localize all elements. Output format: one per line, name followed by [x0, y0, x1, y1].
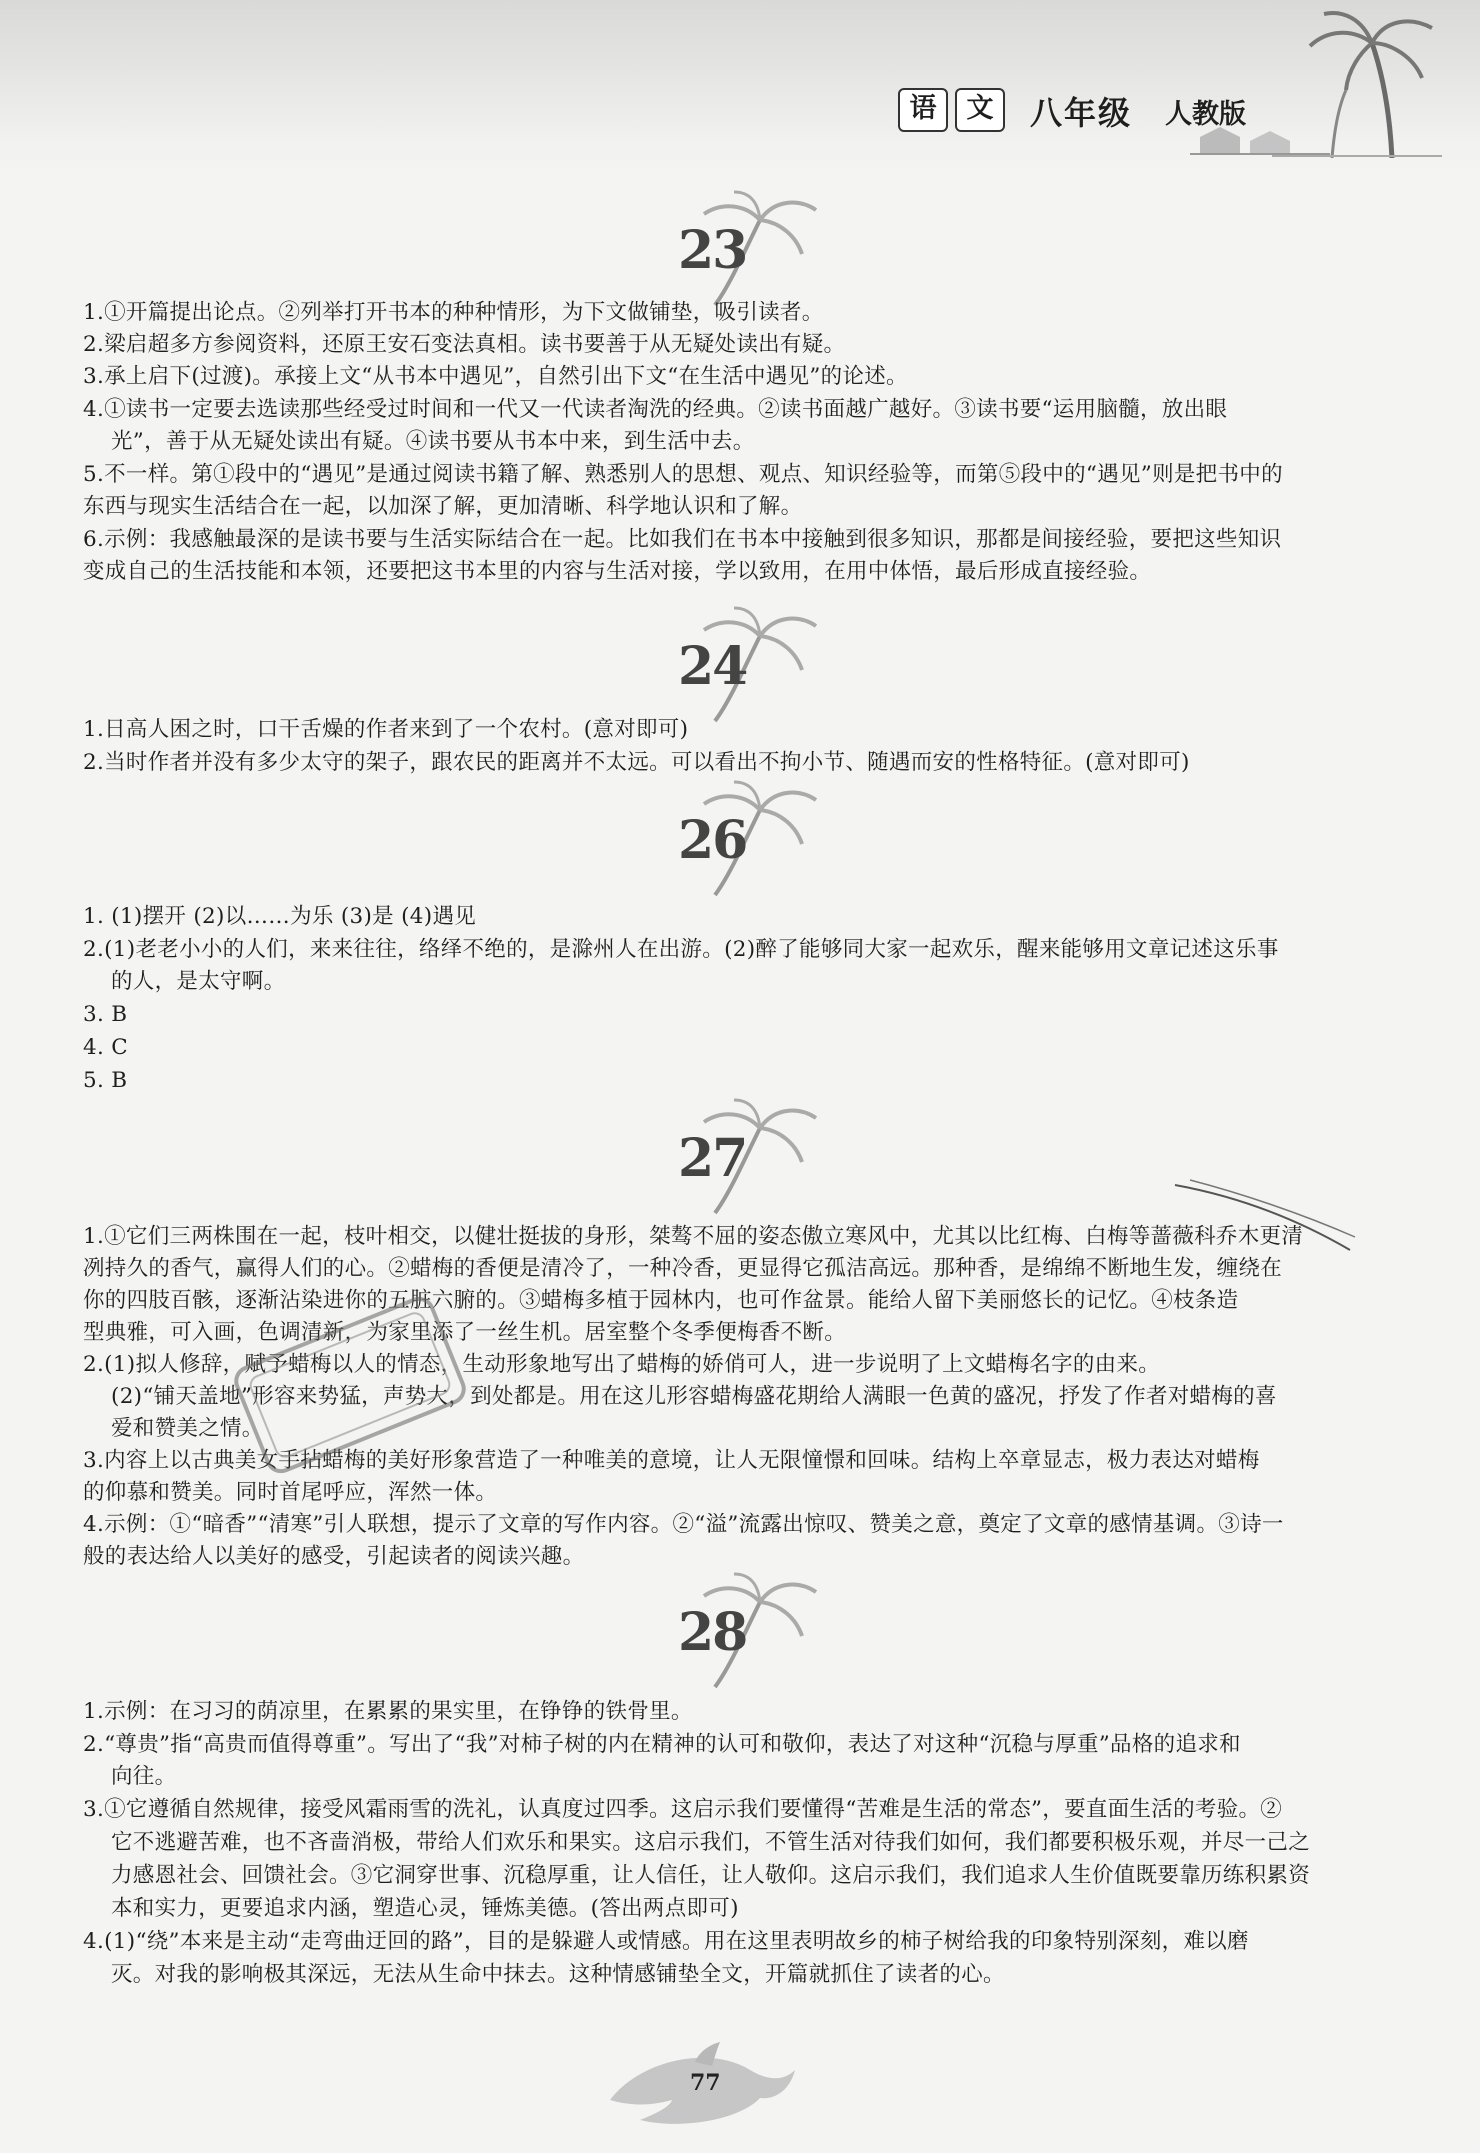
section-heading: [660, 780, 830, 900]
answer-line: 1.日高人困之时，口干舌燥的作者来到了一个农村。(意对即可): [83, 717, 689, 742]
edition-label: 人教版: [1165, 99, 1246, 130]
answer-line: 3.承上启下(过渡)。承接上文“从书本中遇见”，自然引出下文“在生活中遇见”的论述。: [83, 364, 908, 389]
answer-line: 2.“尊贵”指“高贵而值得尊重”。写出了“我”对柿子树的内在精神的认可和敬仰，表达了对这种“沉稳与厚重”品格的追求和: [83, 1732, 1241, 1757]
answer-line: 4.(1)“绕”本来是主动“走弯曲迂回的路”，目的是躲避人或情感。用在这里表明故乡的柿子树给我的印象特别深刻，难以磨: [83, 1929, 1249, 1954]
answer-line: 的人，是太守啊。: [111, 969, 286, 994]
answer-line: 你的四肢百骸，逐渐沾染进你的五脏六腑的。③蜡梅多植于园林内，也可作盆景。能给人留下美丽悠长的记忆。④枝条造: [83, 1288, 1239, 1313]
page-number: 77: [690, 2070, 721, 2096]
answer-line: 灭。对我的影响极其深远，无法从生命中抹去。这种情感铺垫全文，开篇就抓住了读者的心。: [111, 1962, 1005, 1987]
answer-line: 2.(1)拟人修辞，赋予蜡梅以人的情态，生动形象地写出了蜡梅的娇俏可人，进一步说明了上文蜡梅名字的由来。: [83, 1352, 1161, 1377]
section-number: 26: [678, 810, 747, 871]
answer-line: 4.①读书一定要去选读那些经受过时间和一代又一代读者淘洗的经典。②读书面越广越好。③读书要“运用脑髓，放出眼: [83, 397, 1228, 422]
answer-line: 爱和赞美之情。: [111, 1416, 264, 1441]
section-number: 27: [678, 1128, 747, 1189]
subject-badge-char: 语: [898, 88, 948, 132]
answer-line: 3. B: [83, 1002, 128, 1027]
answer-line: 1. (1)摆开 (2)以……为乐 (3)是 (4)遇见: [83, 904, 477, 929]
answer-line: 4.示例：①“暗香”“清寒”引人联想，提示了文章的写作内容。②“溢”流露出惊叹、赞美之意，奠定了文章的感情基调。③诗一: [83, 1512, 1284, 1537]
subject-badge-char: 文: [955, 88, 1005, 132]
answer-line: 光”，善于从无疑处读出有疑。④读书要从书本中来，到生活中去。: [111, 429, 755, 454]
section-heading: [660, 190, 830, 310]
answer-line: 2.当时作者并没有多少太守的架子，跟农民的距离并不太远。可以看出不拘小节、随遇而安的性格特征。(意对即可): [83, 750, 1190, 775]
answer-line: 5.不一样。第①段中的“遇见”是通过阅读书籍了解、熟悉别人的思想、观点、知识经验等，而第⑤段中的“遇见”则是把书中的: [83, 462, 1283, 487]
section-heading: [660, 1098, 830, 1218]
answer-line: 2.(1)老老小小的人们，来来往往，络绎不绝的，是滁州人在出游。(2)醉了能够同大家一起欢乐，醒来能够用文章记述这乐事: [83, 937, 1279, 962]
answer-line: 5. B: [83, 1068, 128, 1093]
pen-scribble-icon: [1170, 1175, 1360, 1265]
answer-line: 本和实力，更要追求内涵，塑造心灵，锤炼美德。(答出两点即可): [111, 1896, 739, 1921]
answer-line: 1.示例：在习习的荫凉里，在累累的果实里，在铮铮的铁骨里。: [83, 1699, 693, 1724]
answer-line: 6.示例：我感触最深的是读书要与生活实际结合在一起。比如我们在书本中接触到很多知识，那都是间接经验，要把这些知识: [83, 527, 1282, 552]
section-number: 23: [678, 220, 747, 281]
answer-line: 3.内容上以古典美女手拈蜡梅的美好形象营造了一种唯美的意境，让人无限憧憬和回味。结构上卒章显志，极力表达对蜡梅: [83, 1448, 1260, 1473]
answer-line: 1.①它们三两株围在一起，枝叶相交，以健壮挺拔的身形，桀骜不屈的姿态傲立寒风中，尤其以比红梅、白梅等蔷薇科乔木更清: [83, 1224, 1304, 1249]
section-number: 28: [678, 1602, 747, 1663]
answer-line: 般的表达给人以美好的感受，引起读者的阅读兴趣。: [83, 1544, 585, 1569]
answer-line: 东西与现实生活结合在一起，以加深了解，更加清晰、科学地认识和了解。: [83, 494, 803, 519]
answer-line: 4. C: [83, 1035, 128, 1060]
answer-line: 3.①它遵循自然规律，接受风霜雨雪的洗礼，认真度过四季。这启示我们要懂得“苦难是生活的常态”，要直面生活的考验。②: [83, 1797, 1283, 1822]
answer-line: 冽持久的香气，赢得人们的心。②蜡梅的香便是清冷了，一种冷香，更显得它孤洁高远。那种香，是绵绵不断地生发，缠绕在: [83, 1256, 1283, 1281]
answer-line: 力感恩社会、回馈社会。③它洞穿世事、沉稳厚重，让人信任，让人敬仰。这启示我们，我们追求人生价值既要靠历练积累资: [111, 1863, 1311, 1888]
answer-line: (2)“铺天盖地”形容来势猛，声势大，到处都是。用在这儿形容蜡梅盛花期给人满眼一色黄的盛况，抒发了作者对蜡梅的喜: [111, 1384, 1277, 1409]
answer-line: 它不逃避苦难，也不吝啬消极，带给人们欢乐和果实。这启示我们，不管生活对待我们如何，我们都要积极乐观，并尽一己之: [111, 1830, 1311, 1855]
section-heading: [660, 1572, 830, 1692]
answer-line: 变成自己的生活技能和本领，还要把这书本里的内容与生活对接，学以致用，在用中体悟，最后形成直接经验。: [83, 559, 1152, 584]
answer-line: 向往。: [111, 1764, 177, 1789]
answer-line: 的仰慕和赞美。同时首尾呼应，浑然一体。: [83, 1480, 498, 1505]
section-number: 24: [678, 636, 747, 697]
answer-line: 1.①开篇提出论点。②列举打开书本的种种情形，为下文做铺垫，吸引读者。: [83, 300, 824, 325]
answer-line: 型典雅，可入画，色调清新，为家里添了一丝生机。居室整个冬季便梅香不断。: [83, 1320, 847, 1345]
section-heading: [660, 606, 830, 726]
answer-line: 2.梁启超多方参阅资料，还原王安石变法真相。读书要善于从无疑处读出有疑。: [83, 332, 846, 357]
grade-label: 八年级: [1030, 94, 1133, 132]
